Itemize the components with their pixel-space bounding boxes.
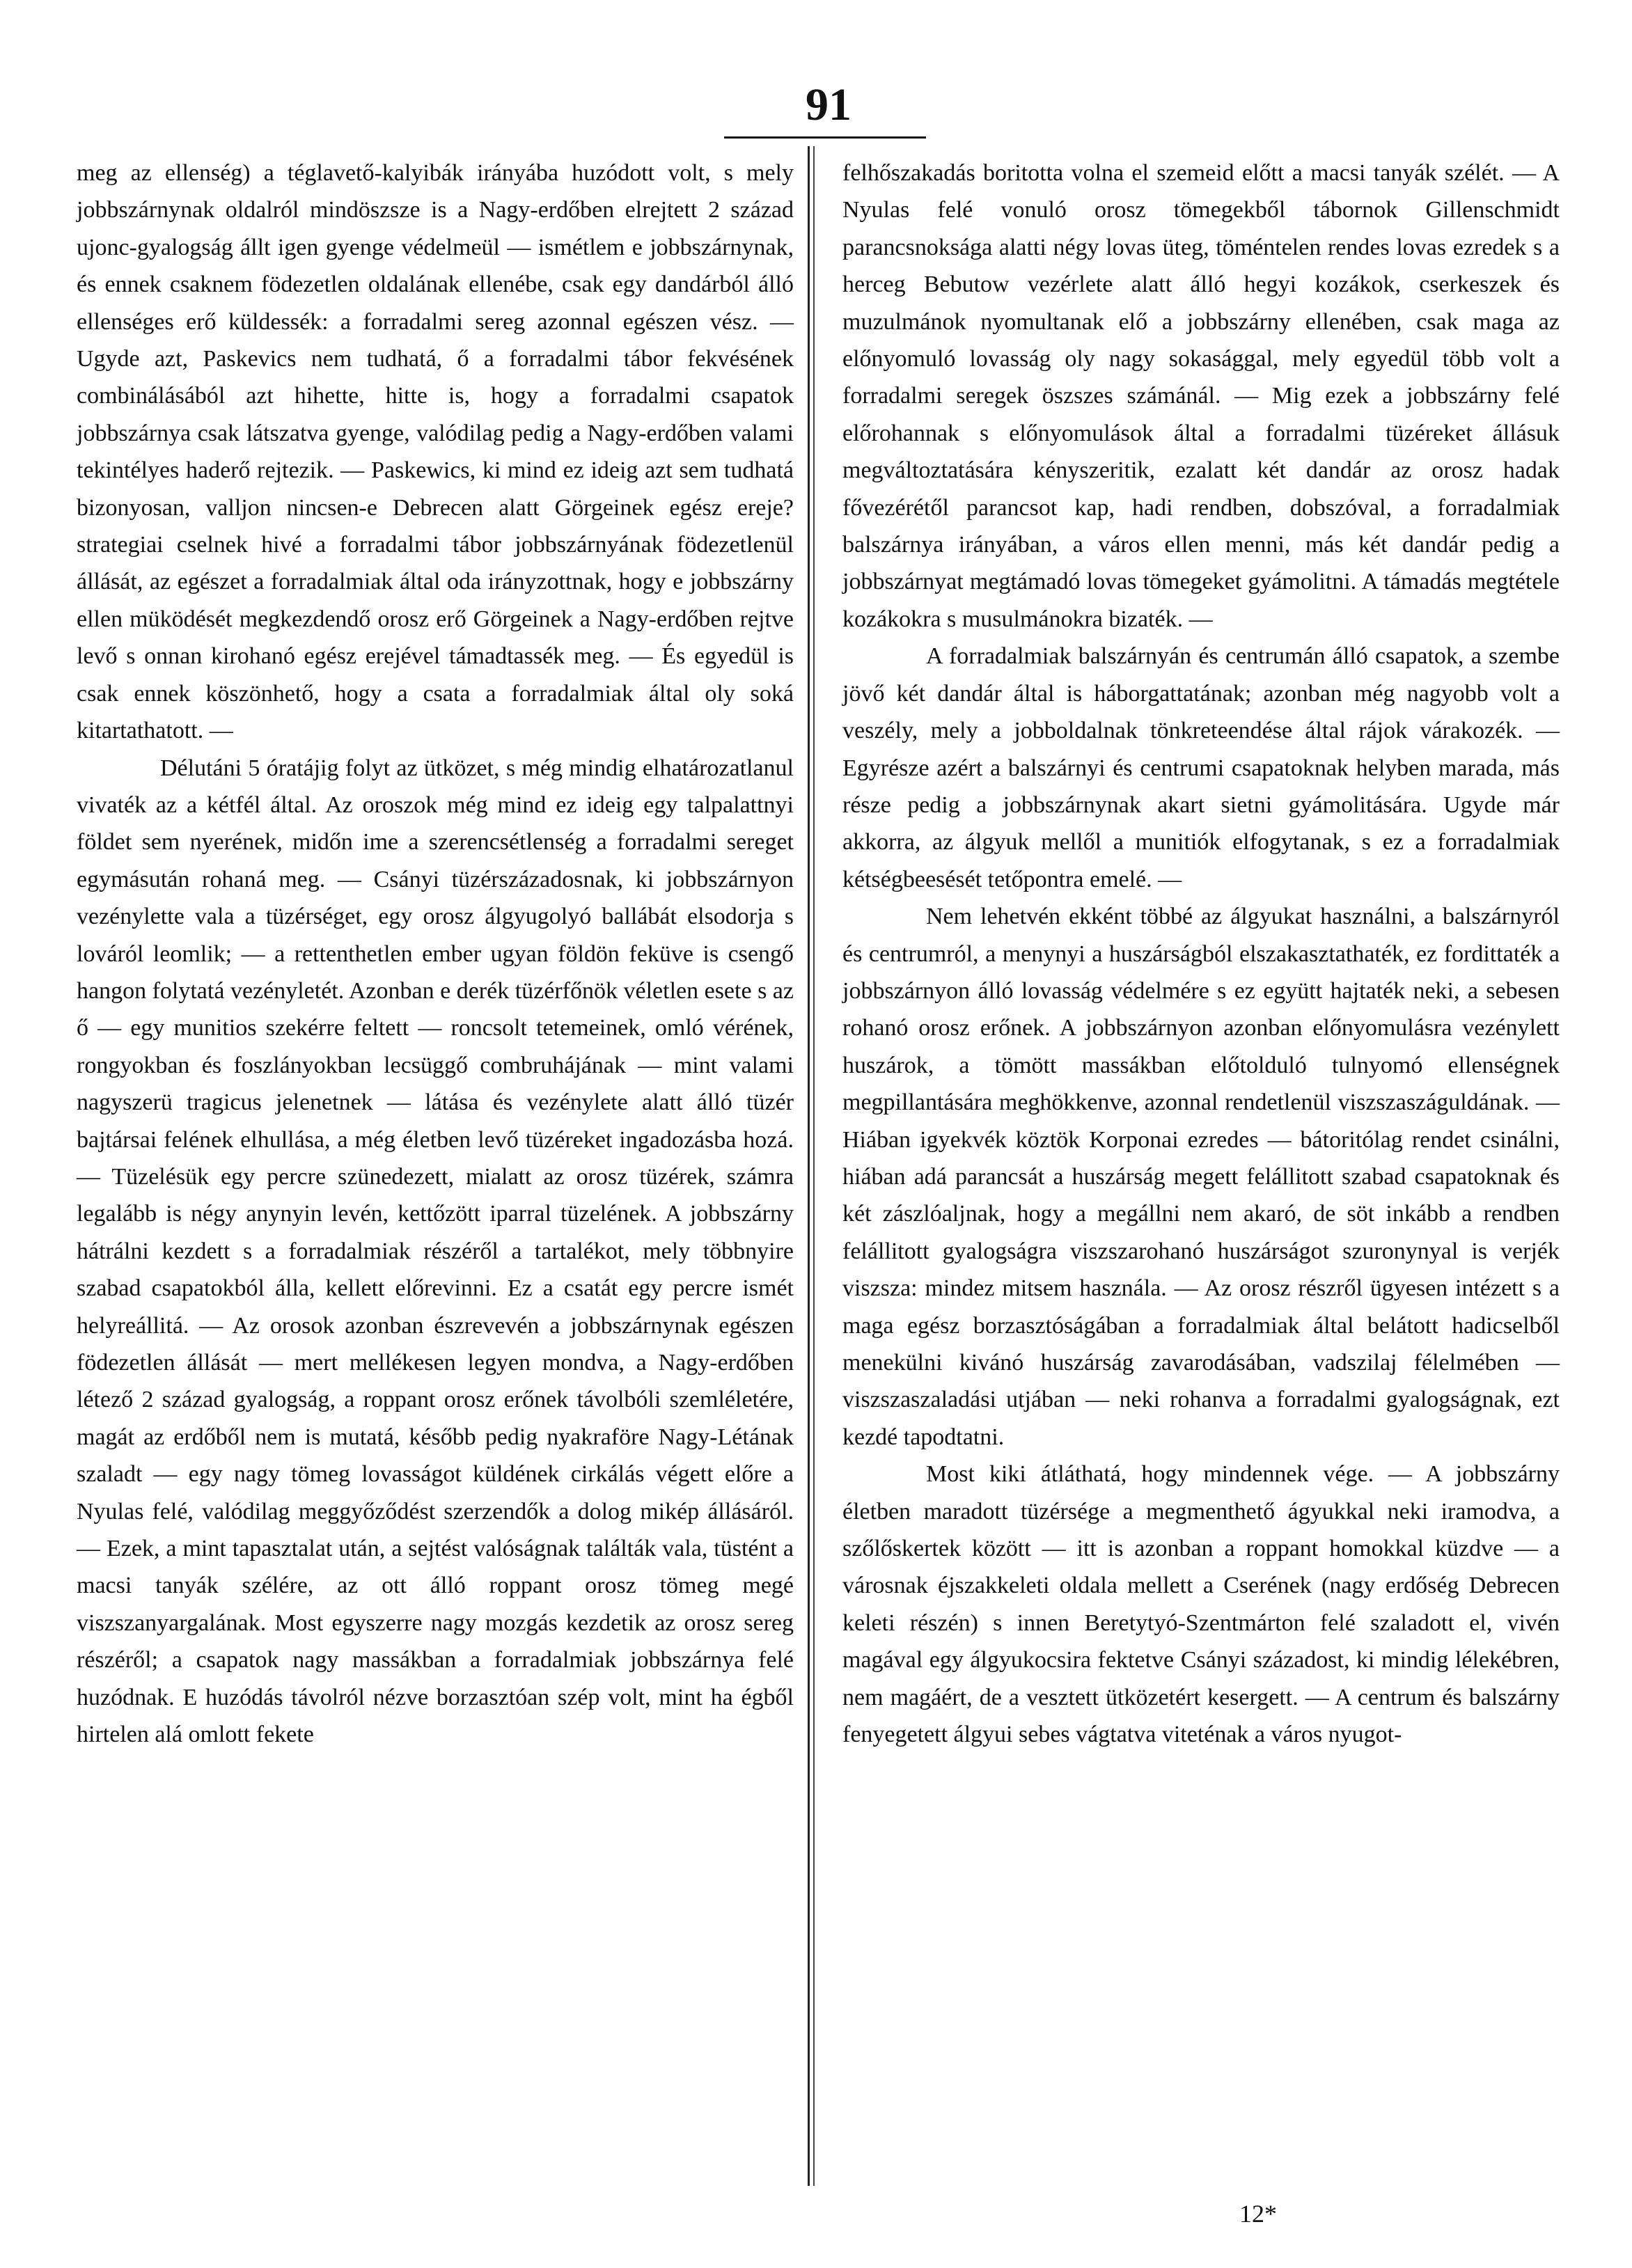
left-paragraph-2: Délutáni 5 óratájig folyt az ütközet, s még mindig elhatározatlanul vivaték az a kétfél által. Az oroszok még mind ez ideig egy talpalattnyi földet sem nyerének, midőn ime a szerencsétlenség a forradalmi sereget egymásután rohaná meg. — Csányi tüzérszázadosnak, ki jobbszárnyon vezénylette vala a tüzérséget, egy orosz álgyugolyó ballábát elsodorja s lováról leomlik; — a rettenthetlen ember ugyan földön feküve is csengő hangon folytatá vezényletét. Azonban e derék tüzérfőnök véletlen esete s az ő — egy munitios szekérre feltett — roncsolt tetemeinek, omló vérének, rongyokban és foszlányokban lecsüggő combruhájának — mint valami nagyszerü tragicus jelenetnek — látása és vezénylete alatt álló tüzér bajtársai felének elhullása, a még életben levő tüzéreket ingadozásba hozá. — Tüzelésük egy percre szünedezett, mialatt az orosz tüzérek, számra legalább is négy anynyin levén, kettőzött iparral tüzelének. A jobbszárny hátrálni kezdett s a forradalmiak részéről a tartalékot, mely többnyire szabad csapatokból álla, kellett előrevinni. Ez a csatát egy percre ismét helyreállitá. — Az orosok azonban észrevevén a jobbszárnynak egészen födezetlen állását — mert mellékesen legyen mondva, a Nagy-erdőben létező 2 század gyalogság, a roppant orosz erőnek távolbóli szemléletére, magát az erdőből nem is mutatá, később pedig nyakraföre Nagy-Létának szaladt — egy nagy tömeg lovasságot küldének cirkálás végett előre a Nyulas felé, valódilag meggyőződést szerzendők a dolog mikép állásáról. — Ezek, a mint tapasztalat után, a sejtést valóságnak találták vala, tüstént a macsi tanyák szélére, az ott álló roppant orosz tömeg megé viszszanyargalának. Most egyszerre nagy mozgás kezdetik az orosz sereg részéről; a csapatok nagy massákban a forradalmiak jobbszárnya felé huzódnak. E huzódás távolról nézve borzasztóan szép volt, mint ha égből hirtelen alá omlott fekete <box>77 755 794 1748</box>
page-number: 91 <box>806 79 852 130</box>
right-paragraph-3: Nem lehetvén ekként többé az álgyukat használni, a balszárnyról és centrumról, a menynyi a huszárságból elszakasztathaték, ez fordittaték a jobbszárnyon álló lovasság védelmére s ez együtt hajtaték neki, a sebesen rohanó orosz erőnek. A jobbszárnyon azonban előnyomulásra vezénylett huszárok, a tömött massákban előtolduló tulnyomó ellenségnek megpillantására meghökkenve, azonnal rendetlenül viszszaszáguldának. — Hiában igyekvék köztök Korponai ezredes — bátoritólag rendet csinálni, hiában adá parancsát a huszárság megett felállitott szabad csapatoknak és két zászlóaljnak, hogy a megállni nem akaró, de söt inkább a rendben felállitott gyalogságra viszszarohanó huszárságot szuronynyal is verjék viszsza: mindez mitsem használa. — Az orosz részről ügyesen intézett s a maga egész borzasztóságában a forradalmiak által belátott hadicselből menekülni kivánó huszárság zavarodásában, vadszilaj félelmében — viszszaszaladási utjában — neki rohanva a forradalmi gyalogságnak, ezt kezdé tapodtatni. <box>842 904 1560 1450</box>
signature-mark: 12* <box>1239 2200 1277 2228</box>
right-paragraph-1: felhőszakadás boritotta volna el szemeid előtt a macsi tanyák szélét. — A Nyulas felé vonuló orosz tömegekből tábornok Gillenschmidt parancsnoksága alatti négy lovas üteg, töméntelen rendes lovas ezredek s a herceg Bebutow vezérlete alatt álló hegyi kozákok, cserkeszek és muzulmánok nyomultanak elő a jobbszárny ellenében, csak maga az előnyomuló lovasság oly nagy sokasággal, mely egyedül több volt a forradalmi seregek öszszes számánál. — Mig ezek a jobbszárny felé előrohannak s előnyomulások által a forradalmi tüzéreket állásuk megváltoztatására kényszeritik, ezalatt két dandár az orosz hadak fővezérétől parancsot kap, hadi rendben, dobszóval, a forradalmiak balszárnya irányában, a város ellen menni, más két dandár pedig a jobbszárnyat megtámadó lovas tömegeket gyámolitni. A támadás megtétele kozákokra s musulmánokra bizaték. — <box>842 160 1560 632</box>
right-paragraph-4: Most kiki átláthatá, hogy mindennek vége. — A jobbszárny életben maradott tüzérsége a megmenthető ágyukkal neki iramodva, a szőlőskertek között — itt is azonban a roppant homokkal küzdve — a városnak éjszakkeleti oldala mellett a Cserének (nagy erdőség Debrecen keleti részén) s innen Beretytyó-Szentmárton felé szaladott el, vivén magával egy álgyukocsira fektetve Csányi századost, ki mindig lélekébren, nem magáért, de a vesztett ütközetért kesergett. — A centrum és balszárny fenyegetett álgyui sebes vágtatva viteténak a város nyugot- <box>842 1461 1560 1748</box>
right-paragraph-2: A forradalmiak balszárnyán és centrumán álló csapatok, a szembe jövő két dandár által is háborgattatának; azonban még nagyobb volt a veszély, mely a jobboldalnak tönkreteendése által rájok várakozék. — Egyrésze azért a balszárnyi és centrumi csapatoknak helyben marada, más része pedig a jobbszárnynak akart sietni gyámolitására. Ugyde már akkorra, az álgyuk mellől a munitiók elfogytanak, s ez a forradalmiak kétségbeesését tetőpontra emelé. — <box>842 643 1560 892</box>
column-divider <box>808 146 810 2186</box>
column-divider-inner <box>813 146 815 2186</box>
left-column <box>77 155 794 1753</box>
header-rule <box>724 136 926 139</box>
left-paragraph-1: meg az ellenség) a téglavető-kalyibák irányába huzódott volt, s mely jobbszárnynak oldalról mindöszsze is a Nagy-erdőben elrejtett 2 század ujonc-gyalogság állt igen gyenge védelmeül — ismétlem e jobbszárnynak, és ennek csaknem födezetlen oldalának ellenébe, csak egy dandárból álló ellenséges erő küldessék: a forradalmi sereg azonnal egészen vész. — Ugyde azt, Paskevics nem tudhatá, ő a forradalmi tábor fekvésének combinálásából azt hihette, hitte is, hogy a forradalmi csapatok jobbszárnya csak látszatva gyenge, valódilag pedig a Nagy-erdőben valami tekintélyes haderő rejtezik. — Paskewics, ki mind ez ideig azt sem tudhatá bizonyosan, valljon nincsen-e Debrecen alatt Görgeinek egész ereje? strategiai cselnek hivé a forradalmi tábor jobbszárnyának födezetlenül állását, az egészet a forradalmiak által oda irányzottnak, hogy e jobbszárny ellen müködését megkezdendő orosz erő Görgeinek a Nagy-erdőben rejtve levő s onnan kirohanó egész erejével támadtassék meg. — És egyedül is csak ennek köszönhető, hogy a csata a forradalmiak által oly soká kitartathatott. — <box>77 160 794 744</box>
right-column <box>842 155 1560 1753</box>
